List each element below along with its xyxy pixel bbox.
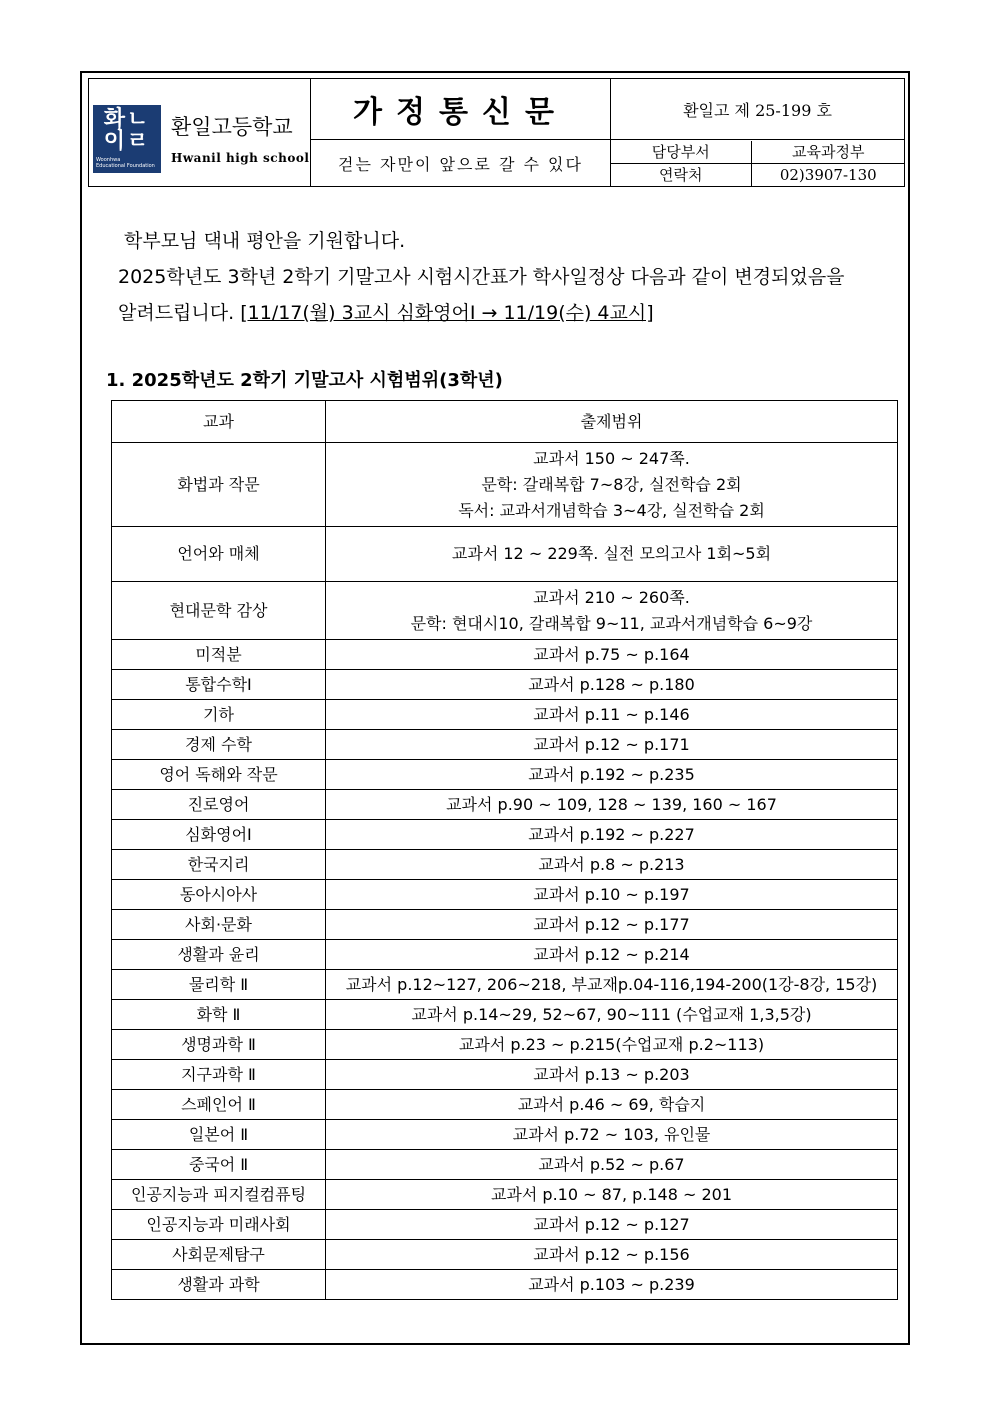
table-row <box>112 640 898 670</box>
range-cell <box>326 1120 898 1150</box>
subject-cell: 중국어 Ⅱ <box>112 1150 326 1180</box>
range-cell <box>326 1000 898 1030</box>
logo-sub-line1: Woonhwa <box>96 157 121 163</box>
range-cell <box>326 1060 898 1090</box>
range-cell <box>326 640 898 670</box>
subject-cell: 생활과 과학 <box>112 1270 326 1300</box>
table-row <box>112 1150 898 1180</box>
subject-cell: 진로영어 <box>112 790 326 820</box>
range-line: 교과서 p.12~127, 206~218, 부교재p.04-116,194-200(1강-8강, 15강) <box>345 974 878 994</box>
subject-cell: 심화영어Ⅰ <box>112 820 326 850</box>
section-title: 1. 2025학년도 2학기 기말고사 시험범위(3학년) <box>106 370 503 391</box>
table-row <box>112 970 898 1000</box>
header-subject: 교과 <box>112 401 326 443</box>
table-row <box>112 670 898 700</box>
table-row <box>112 730 898 760</box>
range-cell <box>326 940 898 970</box>
school-logo-cell <box>89 79 311 187</box>
table-header-row <box>112 401 898 443</box>
range-line: 교과서 p.192 ~ p.235 <box>528 764 695 784</box>
logo-glyph-line2: 이ㄹ <box>103 129 151 154</box>
greeting-paragraph <box>118 223 898 331</box>
range-cell <box>326 1150 898 1180</box>
table-row <box>112 1180 898 1210</box>
subject-cell: 일본어 Ⅱ <box>112 1120 326 1150</box>
subject-cell: 통합수학Ⅰ <box>112 670 326 700</box>
range-line: 교과서 p.128 ~ p.180 <box>528 674 695 694</box>
subject-cell: 화학 Ⅱ <box>112 1000 326 1030</box>
range-cell <box>326 1240 898 1270</box>
range-cell <box>326 1090 898 1120</box>
greeting-line3-prefix: 알려드립니다. <box>118 302 241 324</box>
range-line: 교과서 p.10 ~ p.197 <box>533 884 690 904</box>
table-row <box>112 910 898 940</box>
range-line: 독서: 교과서개념학습 3~4강, 실전학습 2회 <box>458 500 765 520</box>
dept-value: 교육과정부 <box>751 141 905 164</box>
logo-glyph-line1: 화ㄴ <box>103 107 151 132</box>
range-line: 교과서 p.12 ~ p.127 <box>533 1214 690 1234</box>
greeting-line1: 학부모님 댁내 평안을 기원합니다. <box>124 230 406 252</box>
table-row <box>112 850 898 880</box>
subject-cell: 언어와 매체 <box>112 527 326 582</box>
contact-info-table <box>611 141 905 186</box>
range-line: 교과서 p.75 ~ p.164 <box>533 644 690 664</box>
contact-value: 02)3907-130 <box>779 165 877 184</box>
document-title: 가정통신문 <box>311 79 611 140</box>
range-line: 교과서 p.14~29, 52~67, 90~111 (수업교재 1,3,5강) <box>411 1004 812 1024</box>
range-line: 교과서 p.12 ~ p.214 <box>533 944 690 964</box>
table-row <box>112 1030 898 1060</box>
subject-cell: 스페인어 Ⅱ <box>112 1090 326 1120</box>
range-line: 교과서 210 ~ 260쪽. <box>533 587 690 607</box>
range-cell <box>326 790 898 820</box>
issue-number: 환일고 제 25-199 호 <box>611 79 905 140</box>
dept-label: 담당부서 <box>611 141 751 164</box>
range-line: 교과서 p.23 ~ p.215(수업교재 p.2~113) <box>458 1034 765 1054</box>
range-line: 교과서 p.13 ~ p.203 <box>533 1064 690 1084</box>
range-cell <box>326 1270 898 1300</box>
range-cell <box>326 670 898 700</box>
subject-cell: 기하 <box>112 700 326 730</box>
school-motto: 걷는 자만이 앞으로 갈 수 있다 <box>311 140 611 187</box>
table-row <box>112 527 898 582</box>
subject-cell: 물리학 Ⅱ <box>112 970 326 1000</box>
range-line: 교과서 p.8 ~ p.213 <box>538 854 685 874</box>
table-row <box>112 1000 898 1030</box>
subject-cell: 현대문학 감상 <box>112 582 326 640</box>
logo-sub-line2: Educational Foundation <box>96 163 155 169</box>
subject-cell: 화법과 작문 <box>112 443 326 527</box>
range-line: 교과서 p.90 ~ 109, 128 ~ 139, 160 ~ 167 <box>446 794 777 814</box>
greeting-line3 <box>118 295 898 331</box>
letterhead-table <box>88 78 905 187</box>
table-row <box>112 700 898 730</box>
range-cell <box>326 970 898 1000</box>
range-line: 교과서 p.12 ~ p.156 <box>533 1244 690 1264</box>
table-row <box>112 940 898 970</box>
school-logo <box>93 105 161 173</box>
table-row <box>112 1240 898 1270</box>
range-cell <box>326 760 898 790</box>
range-line: 교과서 p.11 ~ p.146 <box>533 704 690 724</box>
greeting-line2: 2025학년도 3학년 2학기 기말고사 시험시간표가 학사일정상 다음과 같이 변경되었음을 <box>118 266 845 288</box>
subject-cell: 사회·문화 <box>112 910 326 940</box>
range-line: 문학: 갈래복합 7~8강, 실전학습 2회 <box>481 474 742 494</box>
table-row <box>112 1270 898 1300</box>
subject-cell: 인공지능과 피지컬컴퓨팅 <box>112 1180 326 1210</box>
subject-cell: 동아시아사 <box>112 880 326 910</box>
table-row <box>112 1060 898 1090</box>
subject-cell: 사회문제탐구 <box>112 1240 326 1270</box>
subject-cell: 영어 독해와 작문 <box>112 760 326 790</box>
header-range: 출제범위 <box>326 401 898 443</box>
range-line: 교과서 12 ~ 229쪽. 실전 모의고사 1회~5회 <box>451 544 772 563</box>
range-cell <box>326 582 898 640</box>
document-frame <box>80 71 910 1345</box>
range-cell <box>326 730 898 760</box>
range-cell <box>326 1180 898 1210</box>
range-cell <box>326 527 898 582</box>
contact-label: 연락처 <box>611 163 751 186</box>
range-line: 교과서 p.52 ~ p.67 <box>538 1154 685 1174</box>
range-cell <box>326 700 898 730</box>
range-cell <box>326 1030 898 1060</box>
schedule-change-note: [11/17(월) 3교시 심화영어Ⅰ → 11/19(수) 4교시] <box>240 302 654 324</box>
range-line: 교과서 p.103 ~ p.239 <box>528 1274 695 1294</box>
subject-cell: 한국지리 <box>112 850 326 880</box>
range-line: 교과서 p.10 ~ 87, p.148 ~ 201 <box>490 1184 733 1204</box>
table-row <box>112 820 898 850</box>
exam-range-body <box>112 443 898 1300</box>
school-logo-glyph <box>97 109 157 153</box>
table-row <box>112 760 898 790</box>
subject-cell: 생명과학 Ⅱ <box>112 1030 326 1060</box>
contact-info-cell <box>611 140 905 187</box>
range-cell <box>326 850 898 880</box>
range-cell <box>326 1210 898 1240</box>
range-cell <box>326 910 898 940</box>
table-row <box>112 1120 898 1150</box>
range-line: 교과서 150 ~ 247쪽. <box>533 448 690 468</box>
range-line: 교과서 p.46 ~ 69, 학습지 <box>517 1094 706 1114</box>
range-line: 교과서 p.72 ~ 103, 유인물 <box>512 1124 711 1144</box>
range-line: 교과서 p.192 ~ p.227 <box>528 824 695 844</box>
exam-range-table <box>111 400 898 1300</box>
range-cell <box>326 443 898 527</box>
subject-cell: 지구과학 Ⅱ <box>112 1060 326 1090</box>
table-row <box>112 790 898 820</box>
table-row <box>112 443 898 527</box>
range-line: 교과서 p.12 ~ p.171 <box>533 734 690 754</box>
school-name-en: Hwanil high school <box>171 151 310 165</box>
range-cell <box>326 820 898 850</box>
range-cell <box>326 880 898 910</box>
table-row <box>112 880 898 910</box>
table-row <box>112 1210 898 1240</box>
subject-cell: 생활과 윤리 <box>112 940 326 970</box>
table-row <box>112 1090 898 1120</box>
subject-cell: 미적분 <box>112 640 326 670</box>
range-line: 문학: 현대시10, 갈래복합 9~11, 교과서개념학습 6~9강 <box>410 613 813 633</box>
school-name-ko: 환일고등학교 <box>171 115 293 139</box>
subject-cell: 경제 수학 <box>112 730 326 760</box>
subject-cell: 인공지능과 미래사회 <box>112 1210 326 1240</box>
table-row <box>112 582 898 640</box>
range-line: 교과서 p.12 ~ p.177 <box>533 914 690 934</box>
